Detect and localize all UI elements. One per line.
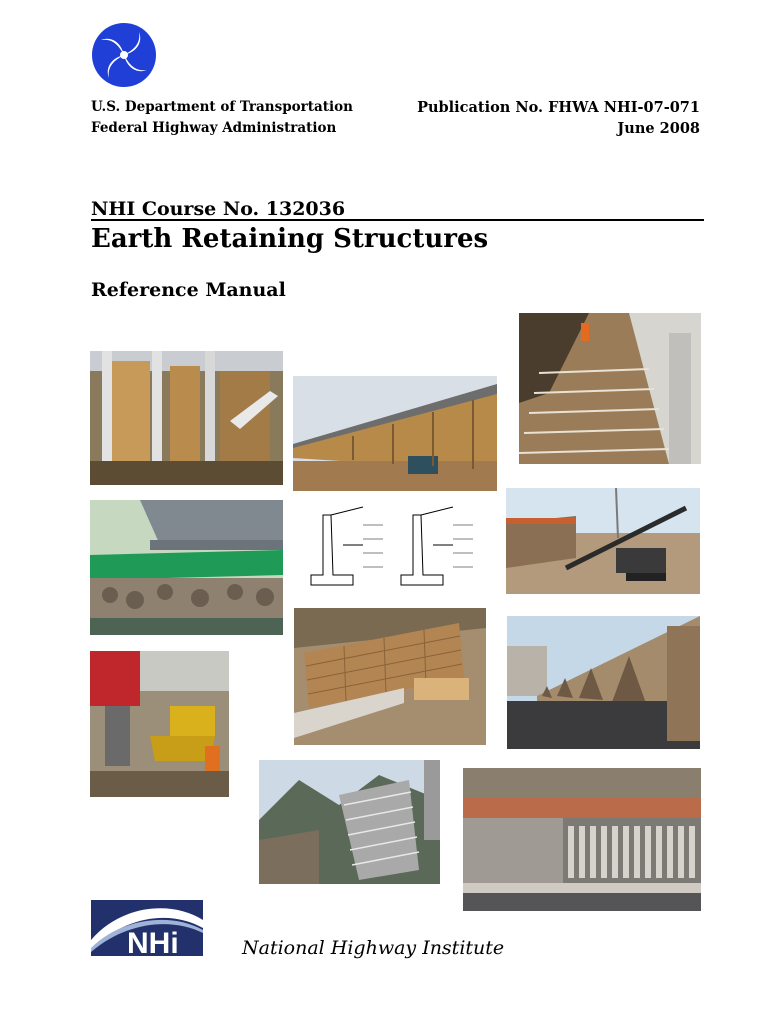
agency-block [91,97,353,139]
dot-logo [91,22,157,88]
photo-bridge-sheet-pile [90,500,283,635]
photo-counterfort-wall [507,616,700,749]
photo-long-retaining-wall [293,376,497,491]
title-rule [91,219,704,221]
photo-construction-crane [506,488,700,594]
dot-tri-star-icon [91,22,157,88]
photo-modular-block-wall [294,608,486,745]
institute-name: National Highway Institute [242,937,505,959]
course-number: NHI Course No. 132036 [91,198,346,220]
diagram-wall-sections [303,505,493,593]
publication-date: June 2008 [617,120,700,137]
photo-soil-nail-slope [519,313,701,464]
agency-line-2: Federal Highway Administration [91,120,337,136]
nhi-logo [91,900,203,956]
photo-precast-panel-wall [463,768,701,911]
document-title: Earth Retaining Structures [91,224,489,254]
publication-block [417,97,700,139]
publication-number: Publication No. FHWA NHI-07-071 [417,99,700,116]
nhi-logo-text: NHi [127,927,179,956]
document-subtitle: Reference Manual [91,279,286,301]
photo-mountain-crib-wall [259,760,440,884]
photo-soldier-pile-wall [90,351,283,485]
agency-line-1: U.S. Department of Transportation [91,99,353,115]
photo-drilled-shaft-rig [90,651,229,797]
